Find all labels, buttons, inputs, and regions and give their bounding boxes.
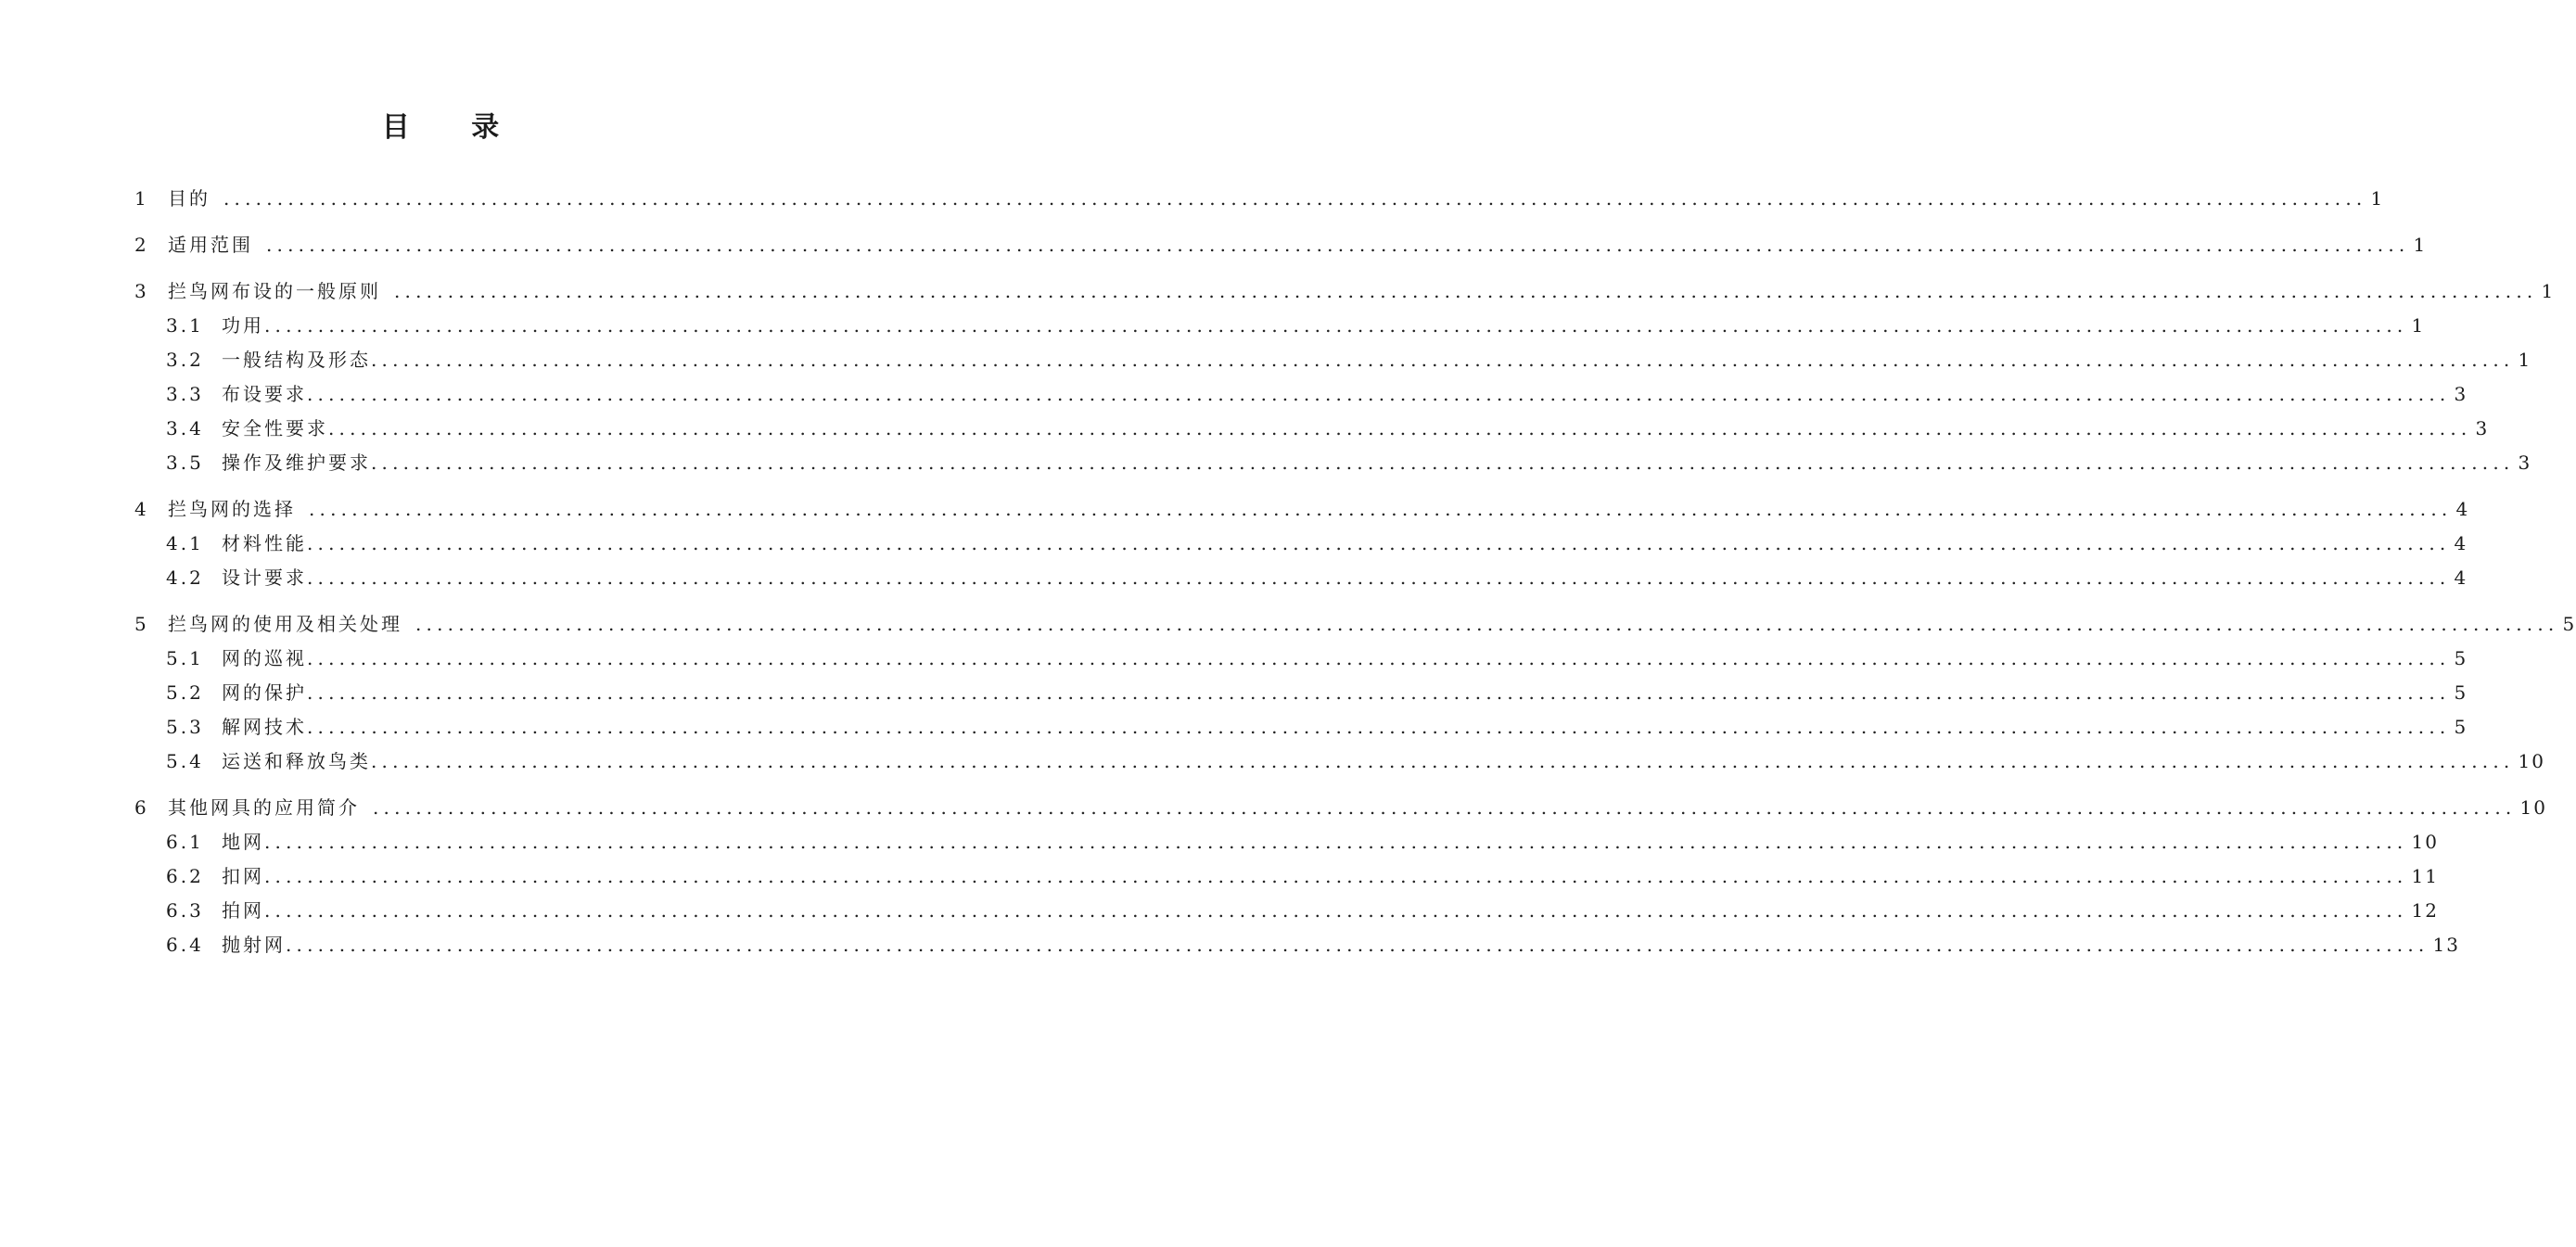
toc-entry[interactable] xyxy=(134,228,2428,262)
toc-entry-number: 5.3 xyxy=(166,716,204,738)
toc-entry-number: 1 xyxy=(134,187,149,210)
dot-leader: ........................................................................................................................................................................................................ xyxy=(371,349,2515,371)
toc-entry-number: 5.2 xyxy=(166,681,204,704)
toc-entry-label: 拦鸟网布设的一般原则 xyxy=(168,280,381,302)
toc-entry-number: 5.1 xyxy=(166,647,204,669)
toc-entry-page-number: 1 xyxy=(2411,314,2426,337)
dot-leader: ........................................................................................................................................................................................................ xyxy=(264,865,2408,887)
toc-entry-page-number: 3 xyxy=(2518,452,2532,474)
toc-entry-number: 4.1 xyxy=(166,532,204,554)
toc-entry-label: 操作及维护要求 xyxy=(222,452,371,474)
toc-entry-number: 3.5 xyxy=(166,452,204,474)
toc-entry-label: 拦鸟网的选择 xyxy=(168,498,296,520)
toc-entry-page-number: 11 xyxy=(2411,865,2439,887)
toc-entry-number: 3.4 xyxy=(166,417,204,439)
dot-leader: ........................................................................................................................................................................................................ xyxy=(307,681,2451,704)
toc-subentry[interactable] xyxy=(134,642,2468,676)
dot-leader: ........................................................................................................................................................................................................ xyxy=(328,417,2472,439)
toc-entry-label: 设计要求 xyxy=(222,566,307,589)
dot-leader: ........................................................................................................................................................................................................ xyxy=(264,314,2408,337)
toc-subentry[interactable] xyxy=(134,825,2439,859)
dot-leader: ........................................................................................................................................................................................................ xyxy=(394,280,2538,302)
toc-subentry[interactable] xyxy=(134,446,2532,480)
toc-entry-page-number: 13 xyxy=(2432,934,2460,956)
toc-entry-page-number: 4 xyxy=(2455,498,2470,520)
toc-entry[interactable] xyxy=(134,492,2470,527)
toc-entry-number: 4.2 xyxy=(166,566,204,589)
dot-leader: ........................................................................................................................................................................................................ xyxy=(264,899,2408,922)
toc-entry-page-number: 5 xyxy=(2454,716,2468,738)
toc-subentry[interactable] xyxy=(134,412,2490,446)
toc-entry-page-number: 10 xyxy=(2518,750,2545,772)
dot-leader: ........................................................................................................................................................................................................ xyxy=(307,566,2451,589)
toc-entry-page-number: 1 xyxy=(2370,187,2385,210)
toc-entry-page-number: 5 xyxy=(2454,681,2468,704)
toc-subentry[interactable] xyxy=(134,527,2468,561)
toc-entry[interactable] xyxy=(134,274,2556,309)
toc-subentry[interactable] xyxy=(134,744,2545,779)
toc-subentry[interactable] xyxy=(134,377,2468,412)
toc-subentry[interactable] xyxy=(134,859,2439,894)
dot-leader: ........................................................................................................................................................................................................ xyxy=(415,613,2559,635)
dot-leader: ........................................................................................................................................................................................................ xyxy=(307,716,2451,738)
toc-entry-label: 运送和释放鸟类 xyxy=(222,750,371,772)
toc-entry-number: 6 xyxy=(134,796,149,819)
toc-entry-page-number: 10 xyxy=(2411,831,2439,853)
toc-entry-page-number: 1 xyxy=(2541,280,2556,302)
toc-entry-number: 6.1 xyxy=(166,831,204,853)
dot-leader: ........................................................................................................................................................................................................ xyxy=(309,498,2453,520)
toc-entry-page-number: 1 xyxy=(2413,234,2428,256)
dot-leader: ........................................................................................................................................................................................................ xyxy=(286,934,2429,956)
toc-entry-label: 材料性能 xyxy=(222,532,307,554)
toc-entry-page-number: 3 xyxy=(2454,383,2468,405)
dot-leader: ........................................................................................................................................................................................................ xyxy=(307,532,2451,554)
toc-subentry[interactable] xyxy=(134,894,2439,928)
toc-entry-number: 3.3 xyxy=(166,383,204,405)
toc-entry-page-number: 4 xyxy=(2454,566,2468,589)
toc-entry-number: 4 xyxy=(134,498,149,520)
toc-entry-label: 解网技术 xyxy=(222,716,307,738)
toc-entry-number: 6.2 xyxy=(166,865,204,887)
toc-entry-page-number: 3 xyxy=(2475,417,2490,439)
dot-leader: ........................................................................................................................................................................................................ xyxy=(266,234,2410,256)
toc-entry-page-number: 10 xyxy=(2519,796,2547,819)
toc-subentry[interactable] xyxy=(134,676,2468,710)
toc-subentry[interactable] xyxy=(134,309,2426,343)
toc-subentry[interactable] xyxy=(134,928,2460,962)
dot-leader: ........................................................................................................................................................................................................ xyxy=(307,383,2451,405)
toc-entry-page-number: 5 xyxy=(2454,647,2468,669)
toc-entry-label: 抛射网 xyxy=(222,934,286,956)
toc-entry-label: 一般结构及形态 xyxy=(222,349,371,371)
toc-entry-page-number: 12 xyxy=(2411,899,2439,922)
toc-entry-label: 布设要求 xyxy=(222,383,307,405)
toc-entry[interactable] xyxy=(134,182,2385,216)
toc-entry-label: 拍网 xyxy=(222,899,264,922)
toc-entry-page-number: 5 xyxy=(2562,613,2576,635)
toc-entry-page-number: 1 xyxy=(2518,349,2532,371)
toc-entry[interactable] xyxy=(134,791,2547,825)
dot-leader: ........................................................................................................................................................................................................ xyxy=(373,796,2517,819)
dot-leader: ........................................................................................................................................................................................................ xyxy=(223,187,2367,210)
toc-entry[interactable] xyxy=(134,607,2576,642)
toc-subentry[interactable] xyxy=(134,561,2468,595)
toc-subentry[interactable] xyxy=(134,710,2468,744)
table-of-contents xyxy=(134,182,2576,962)
toc-entry-label: 地网 xyxy=(222,831,264,853)
toc-entry-label: 目的 xyxy=(168,187,210,210)
toc-entry-number: 5.4 xyxy=(166,750,204,772)
toc-entry-label: 网的巡视 xyxy=(222,647,307,669)
toc-entry-number: 3.2 xyxy=(166,349,204,371)
toc-entry-label: 安全性要求 xyxy=(222,417,328,439)
toc-entry-page-number: 4 xyxy=(2454,532,2468,554)
toc-entry-label: 功用 xyxy=(222,314,264,337)
toc-entry-number: 3.1 xyxy=(166,314,204,337)
toc-entry-number: 6.3 xyxy=(166,899,204,922)
toc-entry-number: 6.4 xyxy=(166,934,204,956)
toc-entry-number: 5 xyxy=(134,613,149,635)
toc-entry-number: 2 xyxy=(134,234,149,256)
dot-leader: ........................................................................................................................................................................................................ xyxy=(371,452,2515,474)
page-title: 目 录 xyxy=(381,111,526,144)
toc-entry-label: 适用范围 xyxy=(168,234,253,256)
toc-entry-label: 网的保护 xyxy=(222,681,307,704)
toc-entry-label: 其他网具的应用简介 xyxy=(168,796,360,819)
dot-leader: ........................................................................................................................................................................................................ xyxy=(307,647,2451,669)
dot-leader: ........................................................................................................................................................................................................ xyxy=(371,750,2515,772)
toc-subentry[interactable] xyxy=(134,343,2532,377)
toc-entry-number: 3 xyxy=(134,280,149,302)
toc-entry-label: 拦鸟网的使用及相关处理 xyxy=(168,613,402,635)
dot-leader: ........................................................................................................................................................................................................ xyxy=(264,831,2408,853)
toc-entry-label: 扣网 xyxy=(222,865,264,887)
